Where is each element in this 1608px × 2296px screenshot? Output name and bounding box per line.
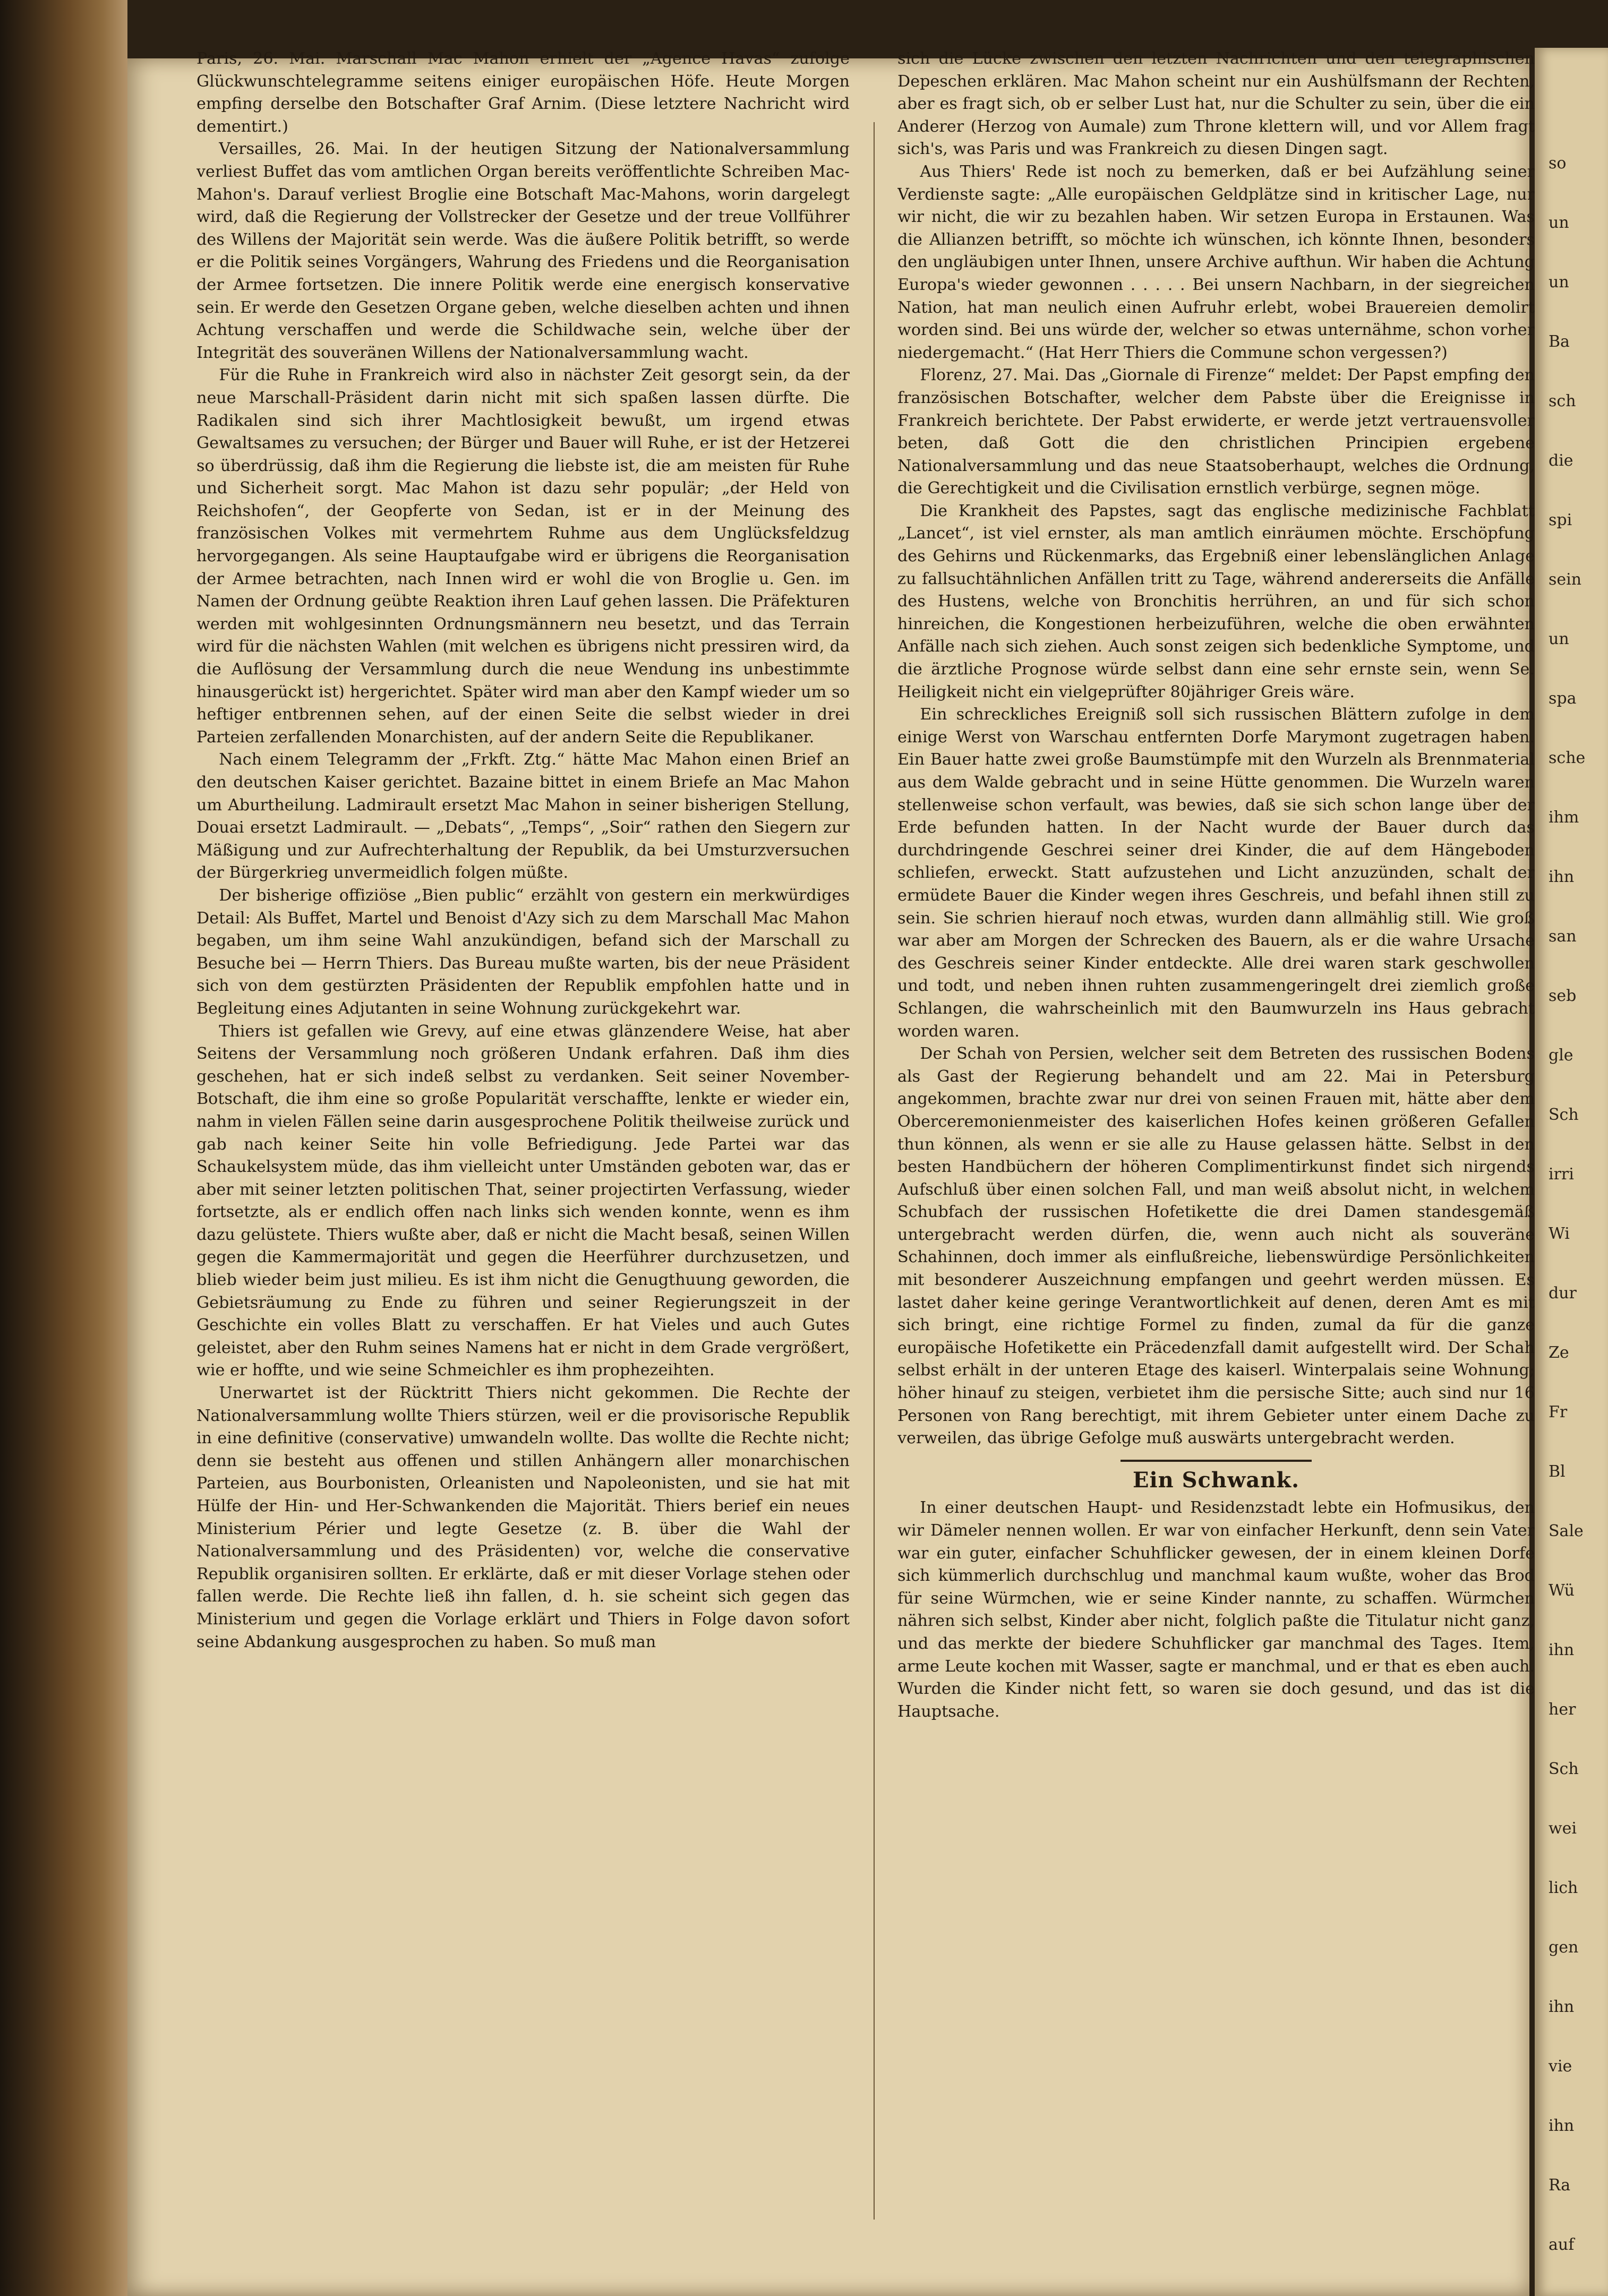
adjacent-page-fragment: Sale xyxy=(1549,1522,1584,1540)
adjacent-page-fragment: spi xyxy=(1549,511,1572,529)
adjacent-page-fragment: ihn xyxy=(1549,868,1575,886)
article-paragraph: Nach einem Telegramm der „Frkft. Ztg.“ hätte Mac Mahon einen Brief an den deutschen Kaiser gerichtet. Bazaine bittet in einem Briefe an Mac Mahon um Aburtheilung. Ladmirault ersetzt Mac Mahon in seiner bisherigen Stellung, Douai ersetzt Ladmirault. — „Debats“, „Temps“, „Soir“ rathen den Siegern zur Mäßigung und zur Aufrechterhaltung der Republik, da bei Umsturzversuchen der Bürgerkrieg unvermeidlich folgen müßte. xyxy=(196,750,850,883)
adjacent-page-fragment: un xyxy=(1549,213,1569,232)
adjacent-page-fragment: her xyxy=(1549,1700,1576,1719)
adjacent-page-fragment: lich xyxy=(1549,1879,1578,1897)
adjacent-page-fragment: Bl xyxy=(1549,1462,1566,1481)
adjacent-page-fragment: spa xyxy=(1549,689,1577,708)
adjacent-page-fragment: un xyxy=(1549,273,1569,292)
adjacent-page-fragment: un xyxy=(1549,630,1569,648)
adjacent-page-fragment: san xyxy=(1549,927,1577,946)
article-paragraph: Florenz, 27. Mai. Das „Giornale di Firenze“ meldet: Der Papst empfing den französischen Botschafter, welcher dem Pabste über die Ereignisse in Frankreich berichtete. Der Pabst erwiderte, er werde jetzt vertrauensvoller beten, daß Gott die den christlichen Principien ergebene Nationalversammlung und das neue Staatsoberhaupt, welches die Ordnung, die Gerechtigkeit und die Civilisation ernstlich verbürge, segnen möge. xyxy=(897,366,1535,498)
article-paragraph: sich die Lücke zwischen den letzten Nachrichten und den telegraphischen Depeschen erklären. Mac Mahon scheint nur ein Aushülfsmann der Rechten, aber es fragt sich, ob er selber Lust hat, nur die Schulter zu sein, über die ein Anderer (Herzog von Aumale) zum Throne klettern will, und vor Allem fragt sich's, was Paris und was Frankreich zu diesen Dingen sagt. xyxy=(897,49,1535,159)
adjacent-page-fragment: gen xyxy=(1549,1938,1579,1957)
left-column xyxy=(196,48,850,2188)
adjacent-page-fragment: ihm xyxy=(1549,808,1579,827)
adjacent-page-fragment: Wi xyxy=(1549,1224,1570,1243)
article-paragraph: Aus Thiers' Rede ist noch zu bemerken, daß er bei Aufzählung seiner Verdienste sagte: „Alle europäischen Geldplätze sind in kritischer Lage, nur wir nicht, die wir zu bezahlen haben. Wir setzen Europa in Erstaunen. Was die Allianzen betrifft, so möchte ich wünschen, ich könnte Ihnen, besonders den ungläubigen unter Ihnen, unsere Archive aufthun. Wir haben die Achtung Europa's wieder gewonnen . . . . . Bei unsern Nachbarn, in der siegreichen Nation, hat man neulich einen Aufruhr erlebt, wobei Brauereien demolirt worden sind. Bei uns würde der, welcher so etwas unternähme, schon vorher niedergemacht.“ (Hat Herr Thiers die Commune schon vergessen?) xyxy=(897,162,1535,362)
article-paragraph: Unerwartet ist der Rücktritt Thiers nicht gekommen. Die Rechte der Nationalversammlung wollte Thiers stürzen, weil er die provisorische Republik in eine definitive (conservative) umwandeln wollte. Das wollte die Rechte nicht; denn sie besteht aus offenen und stillen Anhängern aller monarchischen Parteien, aus Bourbonisten, Orleanisten und Napoleonisten, und sie hat mit Hülfe der Hin- und Her-Schwankenden die Majorität. Thiers berief ein neues Ministerium Périer und legte Gesetze (z. B. über die Wahl der Nationalversammlung und des Präsidenten) vor, welche die conservative Republik organisiren sollten. Er erklärte, daß er mit dieser Vorlage stehen oder fallen werde. Die Rechte ließ ihn fallen, d. h. sie scheint sich gegen das Ministerium und gegen die Vorlage erklärt und Thiers in Folge davon sofort seine Abdankung ausgesprochen zu haben. So muß man xyxy=(196,1384,850,1651)
adjacent-page-fragment: Ba xyxy=(1549,332,1570,351)
column-rule xyxy=(874,122,875,2220)
adjacent-page-fragment: so xyxy=(1549,154,1567,173)
adjacent-page-fragment: auf xyxy=(1549,2235,1575,2254)
article-paragraph: Der bisherige offiziöse „Bien public“ erzählt von gestern ein merkwürdiges Detail: Als Buffet, Martel und Benoist d'Azy sich zu dem Marschall Mac Mahon begaben, um ihm seine Wahl anzukündigen, befand sich der Marschall zu Besuche bei — Herrn Thiers. Das Bureau mußte warten, bis der neue Präsident sich von dem gestürzten Präsidenten der Republik empfohlen hatte und in Begleitung eines Adjutanten in seine Wohnung zurückgekehrt war. xyxy=(196,886,850,1018)
adjacent-page-fragment: irri xyxy=(1549,1165,1574,1184)
adjacent-page-fragment: gle xyxy=(1549,1046,1573,1065)
adjacent-page-edge xyxy=(1535,48,1608,2296)
adjacent-page-fragment: die xyxy=(1549,451,1573,470)
adjacent-page-fragment: sein xyxy=(1549,570,1582,589)
article-paragraph: Versailles, 26. Mai. In der heutigen Sitzung der Nationalversammlung verliest Buffet das vom amtlichen Organ bereits veröffentlichte Schreiben Mac-Mahon's. Darauf verliest Broglie eine Botschaft Mac-Mahons, worin dargelegt wird, daß die Regierung der Vollstrecker der Gesetze und der treue Vollführer des Willens der Majorität sein werde. Was die äußere Politik betrifft, so werde er die Politik seines Vorgängers, Wahrung des Friedens und die Reorganisation der Armee fortsetzen. Die innere Politik werde eine energisch konservative sein. Er werde den Gesetzen Organe geben, welche dieselben achten und ihnen Achtung verschaffen und werde die Schildwache sein, welche über der Integrität des souveränen Willens der Nationalversammlung wacht. xyxy=(196,140,850,362)
adjacent-page-fragment: Sch xyxy=(1549,1760,1579,1778)
adjacent-page-fragment: ihn xyxy=(1549,2117,1575,2135)
section-divider xyxy=(1121,1460,1312,1462)
adjacent-page-fragment: seb xyxy=(1549,987,1577,1005)
book-spine-edge xyxy=(0,0,127,2296)
adjacent-page-fragment: vie xyxy=(1549,2057,1572,2076)
adjacent-page-fragment: ihn xyxy=(1549,1641,1575,1659)
right-column xyxy=(897,48,1535,2188)
adjacent-page-fragment: Ra xyxy=(1549,2176,1571,2195)
article-paragraph: Thiers ist gefallen wie Grevy, auf eine etwas glänzendere Weise, hat aber Seitens der Versammlung noch größeren Undank erfahren. Daß ihm dies geschehen, hat er sich indeß selbst zu verdanken. Seit seiner November-Botschaft, die ihm eine so große Popularität verschaffte, lenkte er wieder ein, nahm in vielen Fällen seine darin ausgesprochene Politik theilweise zurück und gab nach keiner Seite hin volle Befriedigung. Jede Partei war das Schaukelsystem müde, das ihm vielleicht unter Umständen geboten war, das er aber mit seiner letzten politischen That, seiner projectirten Verfassung, wieder fortsetzte, als er endlich offen nach links sich wenden konnte, wenn es ihm dazu gelüstete. Thiers wußte aber, daß er nicht die Macht besaß, seinen Willen gegen die Kammermajorität und gegen die Heerführer durchzusetzen, und blieb wieder beim just milieu. Es ist ihm nicht die Genugthuung geworden, die Gebietsräumung zu Ende zu führen und seiner Regierungszeit in der Geschichte ein volles Blatt zu verschaffen. Er hat Vieles und auch Gutes geleistet, aber den Ruhm seines Namens hat er nicht in dem Grade vergrößert, wie er hoffte, und wie seine Schmeichler es ihm prophezeihten. xyxy=(196,1022,850,1380)
article-paragraph: Der Schah von Persien, welcher seit dem Betreten des russischen Bodens als Gast der Regierung behandelt und am 22. Mai in Petersburg angekommen, brachte zwar nur drei von seinen Frauen mit, hätte aber dem Oberceremonienmeister des kaiserlichen Hofes keinen größeren Gefallen thun können, als wenn er sie alle zu Hause gelassen hätte. Selbst in den besten Handbüchern der höheren Complimentirkunst findet sich nirgends Aufschluß über einen solchen Fall, und man weiß absolut nicht, in welchem Schubfach der russischen Hofetikette die drei Damen standesgemäß untergebracht werden dürfen, die, wenn auch nicht als souveräne Schahinnen, doch immer als einflußreiche, liebenswürdige Persönlichkeiten mit besonderer Auszeichnung empfangen und geehrt werden müssen. Es lastet daher keine geringe Verantwortlichkeit auf denen, deren Amt es mit sich bringt, eine richtige Formel zu finden, zumal da für die ganze europäische Hofetikette ein Präcedenzfall damit aufgestellt wird. Der Schah selbst erhält in der unteren Etage des kaiserl. Winterpalais seine Wohnung; höher hinauf zu steigen, verbietet ihm die persische Sitte; auch sind nur 16 Personen von Rang berechtigt, mit ihrem Gebieter unter einem Dache zu verweilen, das übrige Gefolge muß auswärts untergebracht werden. xyxy=(897,1044,1535,1448)
adjacent-page-fragment: Ze xyxy=(1549,1343,1569,1362)
adjacent-page-fragment: Sch xyxy=(1549,1106,1579,1124)
adjacent-page-fragment: wei xyxy=(1549,1819,1577,1838)
article-paragraph: Die Krankheit des Papstes, sagt das englische medizinische Fachblatt „Lancet“, ist viel ernster, als man amtlich einräumen möchte. Erschöpfung des Gehirns und Rückenmarks, das Ergebniß einer lebenslänglichen Anlage zu fallsuchtähnlichen Anfällen tritt zu Tage, während andererseits die Anfälle des Hustens, welche von Bronchitis herrühren, an und für sich schon hinreichen, die Kongestionen herbeizuführen, welche die oben erwähnten Anfälle nach sich ziehen. Auch sonst zeigen sich bedenkliche Symptome, und die ärztliche Prognose würde selbst dann eine sehr ernste sein, wenn Se. Heiligkeit nicht ein vielgeprüfter 80jähriger Greis wäre. xyxy=(897,501,1535,701)
article-paragraph: Paris, 26. Mai. Marschall Mac Mahon erhielt der „Agence Havas“ zufolge Glückwunschtelegramme seitens einiger europäischen Höfe. Heute Morgen empfing derselbe den Botschafter Graf Arnim. (Diese letztere Nachricht wird dementirt.) xyxy=(196,49,850,136)
adjacent-page-fragment: ihn xyxy=(1549,1998,1575,2016)
story-title: Ein Schwank. xyxy=(1132,1467,1300,1493)
adjacent-page-fragment: sch xyxy=(1549,392,1576,410)
article-paragraph: Ein schreckliches Ereigniß soll sich russischen Blättern zufolge in dem einige Werst von Warschau entfernten Dorfe Marymont zugetragen haben. Ein Bauer hatte zwei große Baumstümpfe mit den Wurzeln als Brennmaterial aus dem Walde gebracht und in seine Hütte genommen. Die Wurzeln waren stellenweise schon verfault, was bewies, daß sie sich schon lange über der Erde befunden hatten. In der Nacht wurde der Bauer durch das durchdringende Geschrei seiner drei Kinder, die auf dem Hängeboden schliefen, erweckt. Statt aufzustehen und Licht anzuzünden, schalt der ermüdete Bauer die Kinder wegen ihres Geschreis, und befahl ihnen still zu sein. Sie schrien hierauf noch etwas, wurden dann allmählig still. Wie groß war aber am Morgen der Schrecken des Bauern, als er die wahre Ursache des Geschreis seiner Kinder entdeckte. Alle drei waren stark geschwollen und todt, und neben ihnen ruhten zusammengeringelt drei ziemlich große Schlangen, die wahrscheinlich mit den Baumwurzeln ins Haus gebracht worden waren. xyxy=(897,705,1535,1041)
adjacent-page-fragment: Fr xyxy=(1549,1403,1568,1421)
story-paragraph: In einer deutschen Haupt- und Residenzstadt lebte ein Hofmusikus, den wir Dämeler nennen wollen. Er war von einfacher Herkunft, denn sein Vater war ein guter, einfacher Schuhflicker gewesen, der in einem kleinen Dorfe sich kümmerlich durchschlug und manchmal kaum wußte, woher das Brod für seine Würmchen, wie er seine Kinder nannte, zu schaffen. Würmchen nähren sich selbst, Kinder aber nicht, folglich paßte die Titulatur nicht ganz, und das merkte der biedere Schuhflicker gar manchmal des Tages. Item, arme Leute kochen mit Wasser, sagte er manchmal, und er that es eben auch. Wurden die Kinder nicht fett, so waren sie doch gesund, und das ist die Hauptsache. xyxy=(897,1498,1535,1721)
adjacent-page-fragment: sche xyxy=(1549,749,1586,767)
article-paragraph: Für die Ruhe in Frankreich wird also in nächster Zeit gesorgt sein, da der neue Marschall-Präsident darin nicht mit sich spaßen lassen dürfte. Die Radikalen sind sich ihrer Machtlosigkeit bewußt, um irgend etwas Gewaltsames zu versuchen; der Bürger und Bauer will Ruhe, er ist der Hetzerei so überdrüssig, daß ihm die Regierung die liebste ist, die am meisten für Ruhe und Sicherheit sorgt. Mac Mahon ist dazu sehr populär; „der Held von Reichshofen“, der Geopferte von Sedan, ist er in der Meinung des französischen Volkes mit vermehrtem Ruhme aus dem Unglücksfeldzug hervorgegangen. Als seine Hauptaufgabe wird er übrigens die Reorganisation der Armee betrachten, nach Innen wird er wohl die von Broglie u. Gen. im Namen der Ordnung geübte Reaktion ihren Lauf gehen lassen. Die Präfekturen werden mit wohlgesinnten Ordnungsmännern neu besetzt, und das Terrain wird für die nächsten Wahlen (mit welchen es übrigens nicht pressiren wird, da die Auflösung der Versammlung durch die neue Wendung ins unbestimmte hinausgerückt ist) hergerichtet. Später wird man aber den Kampf wieder um so heftiger entbrennen sehen, auf der einen Seite die selbst wieder in drei Parteien zerfallenden Monarchisten, auf der andern Seite die Republikaner. xyxy=(196,366,850,747)
adjacent-page-fragment: dur xyxy=(1549,1284,1577,1303)
adjacent-page-fragment: Wü xyxy=(1549,1581,1575,1600)
